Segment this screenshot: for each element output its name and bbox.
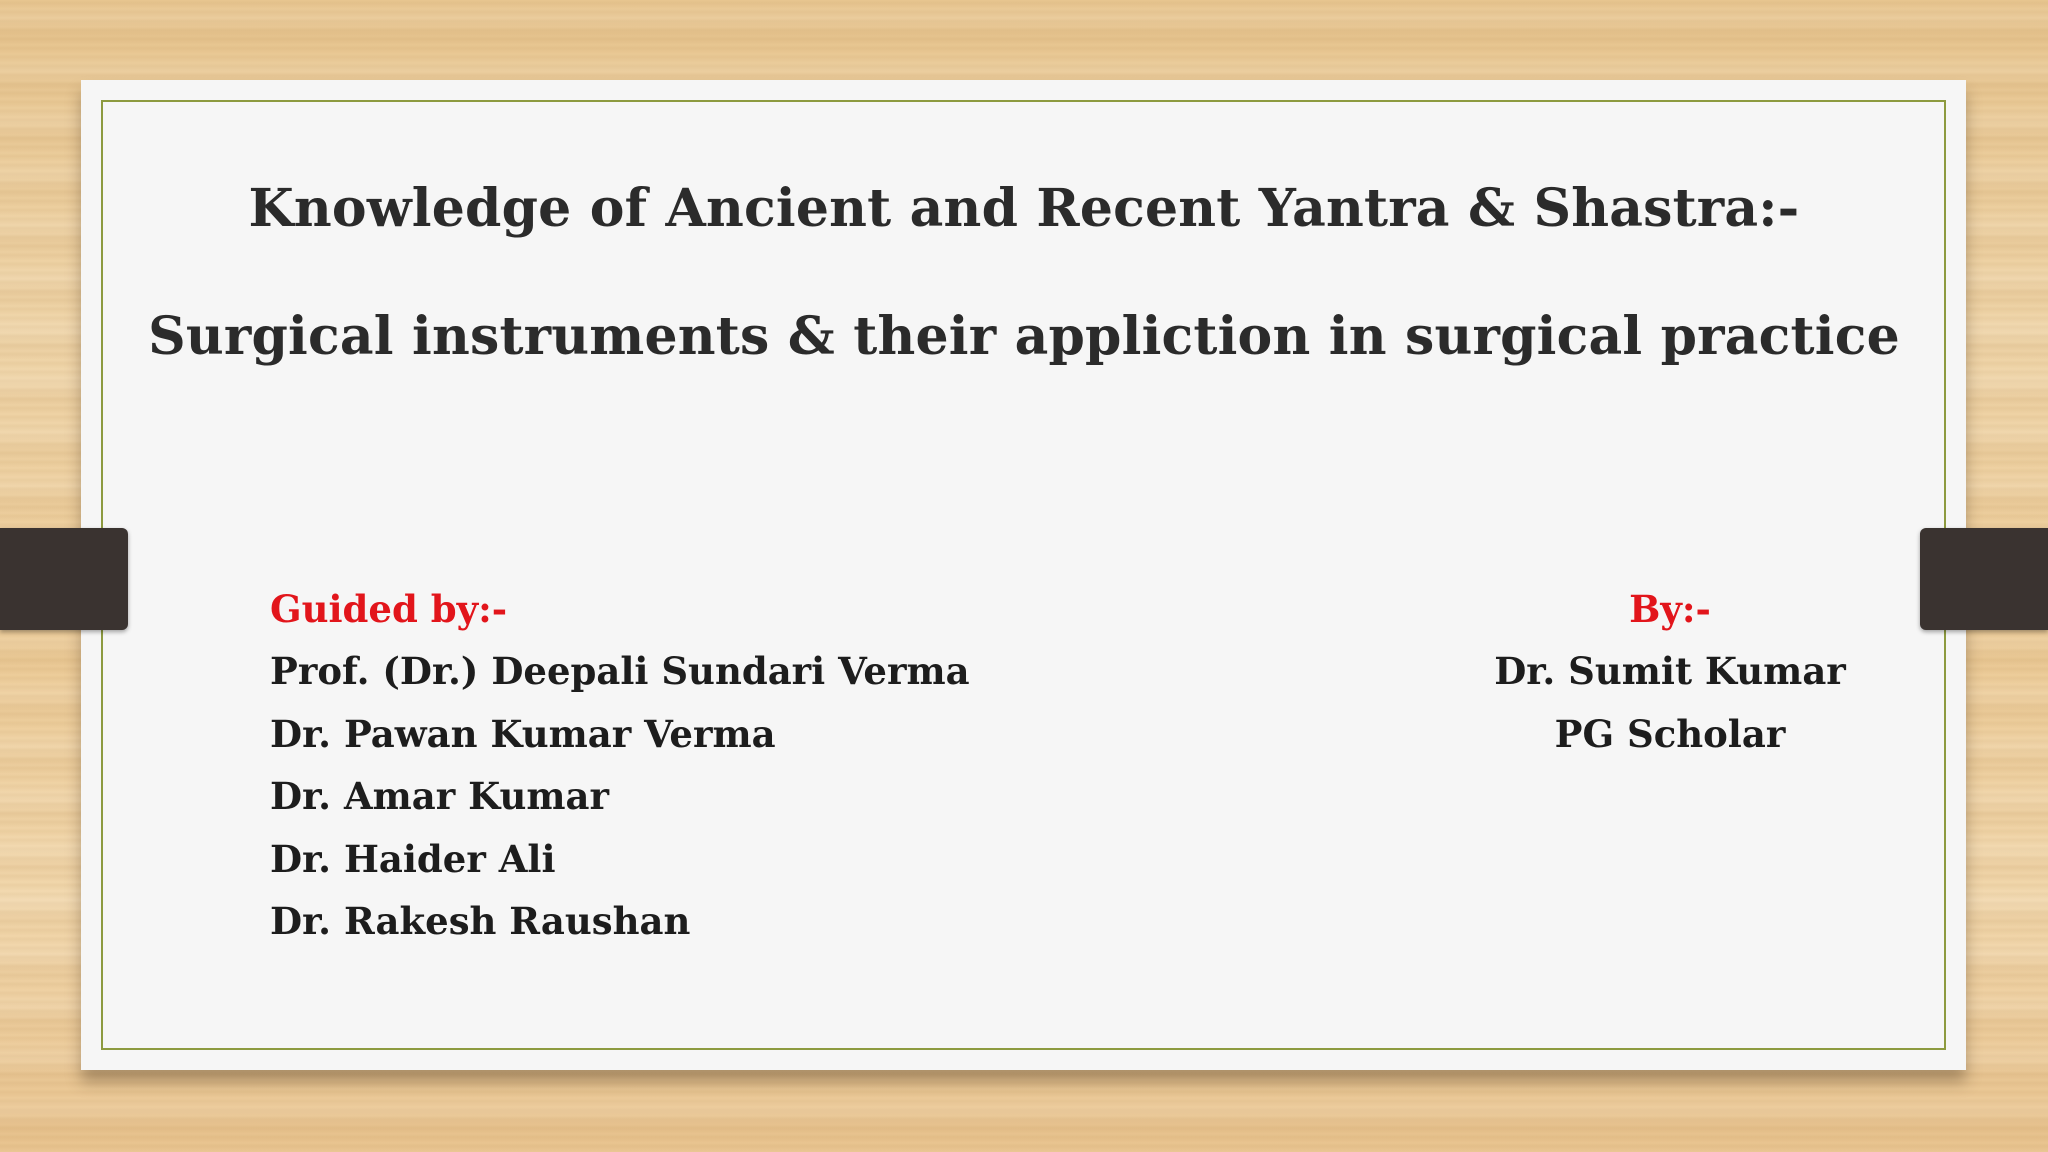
guide-name: Dr. Amar Kumar: [270, 774, 610, 818]
by-label: By:-: [1629, 587, 1711, 631]
right-binder-tab: [1920, 528, 2048, 630]
guide-name: Dr. Pawan Kumar Verma: [270, 711, 776, 756]
guide-name: Dr. Haider Ali: [270, 836, 556, 881]
guide-name: Dr. Rakesh Raushan: [270, 899, 691, 943]
author-name: Dr. Sumit Kumar: [1494, 649, 1846, 693]
guide-name: Prof. (Dr.) Deepali Sundari Verma: [270, 649, 970, 693]
guided-by-section: [270, 578, 970, 953]
left-binder-tab: [0, 528, 128, 630]
slide-title: Knowledge of Ancient and Recent Yantra & Shastra:-: [248, 178, 1800, 239]
guided-by-label: Guided by:-: [270, 587, 508, 631]
slide-subtitle: Surgical instruments & their appliction in surgical practice: [148, 306, 1900, 367]
author-role: PG Scholar: [1554, 711, 1786, 756]
author-section: [1470, 578, 1870, 765]
